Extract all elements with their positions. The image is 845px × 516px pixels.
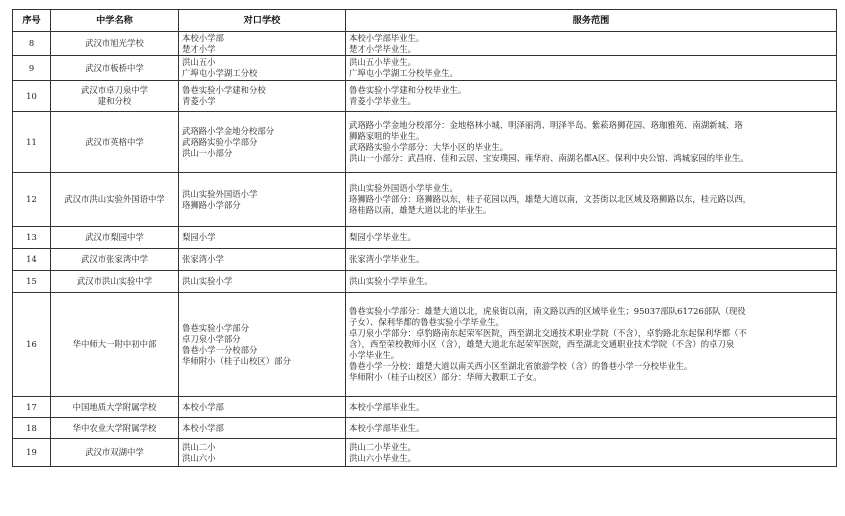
service-scope-cell [346, 81, 837, 112]
service-scope-cell-line: 华师附小（桂子山校区）部分：华师大教职工子女。 [349, 372, 542, 382]
feeder-school-cell-line: 武珞路实验小学部分 [182, 136, 258, 147]
feeder-school-cell-line: 鲁巷小学一分校部分 [182, 344, 258, 355]
school-name-cell-line: 华中师大一附中初中部 [72, 339, 157, 349]
school-name-cell-line: 武汉市洪山实验中学 [76, 276, 153, 286]
feeder-school-cell [179, 293, 346, 397]
row-number: 16 [13, 293, 51, 397]
service-scope-cell [346, 439, 837, 467]
school-district-table [12, 9, 837, 467]
header-row [13, 10, 837, 32]
feeder-school-cell [179, 32, 346, 56]
service-scope-cell [346, 112, 837, 173]
school-name-cell [51, 293, 179, 397]
service-scope-cell-line: 小学毕业生。 [349, 350, 400, 360]
row-number: 9 [13, 56, 51, 81]
table-wrapper [12, 9, 836, 467]
table-row [13, 397, 837, 418]
service-scope-cell-line: 鲁巷实验小学建和分校毕业生。 [349, 85, 467, 95]
service-scope-cell [346, 418, 837, 439]
feeder-school-cell [179, 173, 346, 227]
feeder-school-cell-line: 卓刀泉小学部分 [182, 333, 241, 344]
header-school: 中学名称 [51, 10, 179, 32]
row-number: 10 [13, 81, 51, 112]
service-scope-cell-line: 洪山实验外国语小学毕业生。 [349, 183, 458, 193]
feeder-school-cell-line: 洪山六小 [182, 452, 216, 463]
feeder-school-cell-line: 洪山实验外国语小学 [182, 188, 258, 199]
feeder-school-cell [179, 271, 346, 293]
service-scope-cell [346, 397, 837, 418]
service-scope-cell-line: 楚才小学毕业生。 [349, 43, 416, 54]
feeder-school-cell-line: 本校小学部 [182, 32, 224, 43]
school-name-cell [51, 271, 179, 293]
school-name-cell-line: 中国地质大学附属学校 [72, 401, 157, 412]
school-name-cell [51, 397, 179, 418]
feeder-school-cell-line: 华师附小（桂子山校区）部分 [182, 355, 291, 366]
school-name-cell-line: 建和分校 [97, 96, 132, 106]
school-name-cell-line: 武汉市双湖中学 [85, 447, 144, 457]
table-row [13, 271, 837, 293]
school-name-cell-line: 华中农业大学附属学校 [72, 422, 157, 433]
row-number: 14 [13, 249, 51, 271]
service-scope-cell-line: 卓刀泉小学部分：卓豹路南东起荣军医院，西至湖北交通技术职业学院（不含），卓豹路北东起保利华都（不 [349, 328, 747, 338]
feeder-school-cell-line: 广埠屯小学湖工分校 [182, 68, 258, 78]
school-name-cell-line: 武汉市英格中学 [85, 136, 144, 147]
school-name-cell [51, 112, 179, 173]
school-name-cell [51, 439, 179, 467]
service-scope-cell-line: 洪山二小毕业生。 [349, 441, 416, 452]
row-number: 12 [13, 173, 51, 227]
feeder-school-cell-line: 楚才小学 [182, 43, 216, 54]
school-name-cell-line: 武汉市梨园中学 [85, 232, 144, 242]
feeder-school-cell-line: 武珞路小学金地分校部分 [182, 125, 275, 136]
header-scope: 服务范围 [346, 10, 837, 32]
school-name-cell [51, 81, 179, 112]
feeder-school-cell [179, 439, 346, 467]
row-number: 15 [13, 271, 51, 293]
table-row [13, 293, 837, 397]
school-name-cell [51, 32, 179, 56]
service-scope-cell-line: 珞狮路小学部分：珞狮路以东，桂子花园以西，雄楚大道以南，文荟街以北区域及珞狮路以东，桂元路以西， [349, 194, 751, 204]
service-scope-cell [346, 173, 837, 227]
service-scope-cell-line: 洪山实验小学毕业生。 [349, 276, 433, 286]
service-scope-cell-line: 武珞路实验小学部分：大华小区的毕业生。 [349, 142, 509, 152]
service-scope-cell-line: 洪山五小毕业生。 [349, 57, 416, 67]
service-scope-cell-line: 本校小学部毕业生。 [349, 32, 425, 43]
row-number: 18 [13, 418, 51, 439]
feeder-school-cell-line: 青菱小学 [182, 96, 216, 106]
feeder-school-cell-line: 洪山实验小学 [182, 276, 233, 286]
feeder-school-cell-line: 洪山一小部分 [182, 147, 233, 158]
service-scope-cell-line: 鲁巷小学一分校：雄楚大道以南关西小区至湖北省旅游学校（含）的鲁巷小学一分校毕业生。 [349, 361, 693, 371]
feeder-school-cell-line: 鲁巷实验小学建和分校 [182, 85, 266, 95]
school-name-cell-line: 武汉市板桥中学 [85, 62, 144, 73]
table-row [13, 227, 837, 249]
row-number: 11 [13, 112, 51, 173]
feeder-school-cell [179, 418, 346, 439]
service-scope-cell [346, 271, 837, 293]
feeder-school-cell-line: 洪山五小 [182, 57, 216, 67]
service-scope-cell-line: 鲁巷实验小学部分：雄楚大道以北，虎泉街以南，南文路以西的区域毕业生；95037部队61726部队（现役 [349, 306, 746, 316]
service-scope-cell [346, 293, 837, 397]
feeder-school-cell-line: 珞狮路小学部分 [182, 199, 241, 210]
school-name-cell [51, 418, 179, 439]
feeder-school-cell [179, 112, 346, 173]
school-name-cell [51, 227, 179, 249]
feeder-school-cell [179, 249, 346, 271]
header-no: 序号 [13, 10, 51, 32]
feeder-school-cell [179, 81, 346, 112]
table-row [13, 32, 837, 56]
table-row [13, 81, 837, 112]
table-row [13, 173, 837, 227]
feeder-school-cell-line: 张家湾小学 [182, 254, 224, 264]
service-scope-cell-line: 珞桂路以南，雄楚大道以北的毕业生。 [349, 205, 492, 215]
service-scope-cell-line: 梨园小学毕业生。 [349, 232, 416, 242]
row-number: 19 [13, 439, 51, 467]
row-number: 13 [13, 227, 51, 249]
service-scope-cell [346, 249, 837, 271]
table-row [13, 56, 837, 81]
table-body [13, 32, 837, 467]
table-row [13, 418, 837, 439]
feeder-school-cell-line: 本校小学部 [182, 401, 224, 412]
service-scope-cell [346, 56, 837, 81]
service-scope-cell-line: 洪山一小部分：武昌府、佳和云居、宝安璞园、雍华府、南湖名都A区、保利中央公馆、鸿城家园的毕业生。 [349, 153, 749, 163]
school-name-cell-line: 武汉市洪山实验外国语中学 [64, 194, 165, 204]
service-scope-cell [346, 32, 837, 56]
table-row [13, 439, 837, 467]
feeder-school-cell [179, 56, 346, 81]
school-name-cell-line: 武汉市张家湾中学 [81, 254, 148, 264]
service-scope-cell [346, 227, 837, 249]
school-name-cell [51, 173, 179, 227]
school-name-cell [51, 56, 179, 81]
service-scope-cell-line: 青菱小学毕业生。 [349, 96, 416, 106]
feeder-school-cell-line: 本校小学部 [182, 422, 224, 433]
feeder-school-cell [179, 397, 346, 418]
feeder-school-cell [179, 227, 346, 249]
service-scope-cell-line: 洪山六小毕业生。 [349, 452, 416, 463]
service-scope-cell-line: 本校小学部毕业生。 [349, 401, 425, 412]
school-name-cell [51, 249, 179, 271]
service-scope-cell-line: 子女）、保利华都的鲁巷实验小学毕业生。 [349, 317, 504, 327]
service-scope-cell-line: 张家湾小学毕业生。 [349, 254, 425, 264]
service-scope-cell-line: 武珞路小学金地分校部分：金地格林小城、明泽丽湾、明泽半岛、紫菘珞狮花园、珞珈雅苑、南湖新城、珞 [349, 120, 743, 130]
school-name-cell-line: 武汉市卓刀泉中学 [81, 85, 148, 95]
feeder-school-cell-line: 鲁巷实验小学部分 [182, 322, 249, 333]
header-feeder: 对口学校 [179, 10, 346, 32]
service-scope-cell-line: 广埠屯小学湖工分校毕业生。 [349, 68, 458, 78]
service-scope-cell-line: 含），西至荣校教师小区（含），雄楚大道北东起荣军医院，西至湖北交通职业技术学院（不含）的卓刀泉 [349, 339, 735, 349]
school-name-cell-line: 武汉市旭光学校 [85, 38, 144, 48]
service-scope-cell-line: 本校小学部毕业生。 [349, 422, 425, 433]
service-scope-cell-line: 狮路家咀的毕业生。 [349, 131, 425, 141]
table-row [13, 112, 837, 173]
feeder-school-cell-line: 梨园小学 [182, 232, 216, 242]
row-number: 17 [13, 397, 51, 418]
feeder-school-cell-line: 洪山二小 [182, 441, 216, 452]
row-number: 8 [13, 32, 51, 56]
table-row [13, 249, 837, 271]
